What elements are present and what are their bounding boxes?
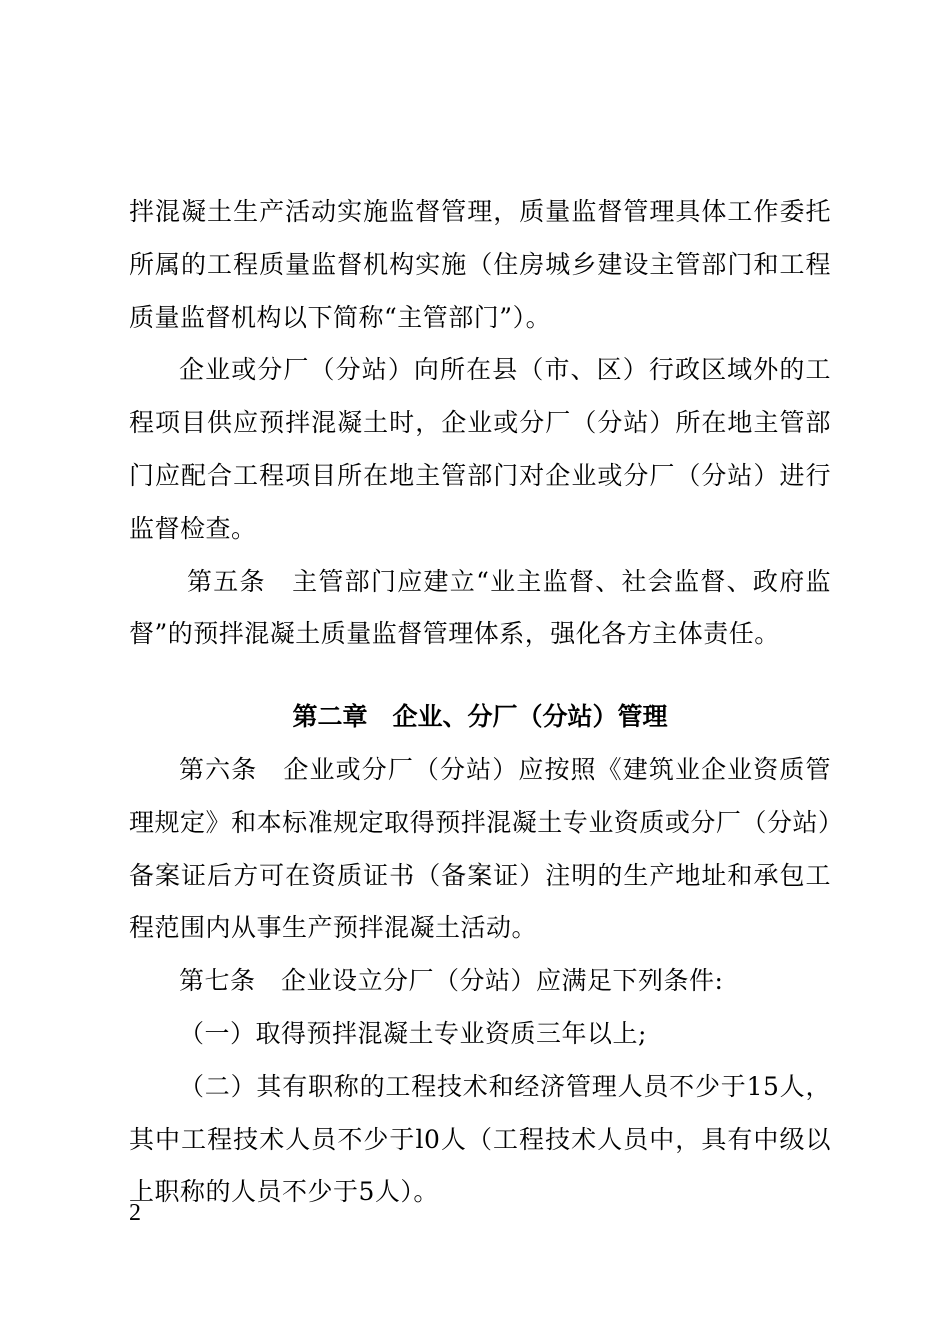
condition-item-1: （一）取得预拌混凝土专业资质三年以上;	[179, 1018, 647, 1048]
document-body	[129, 186, 831, 1219]
condition-item-2: （二）其有职称的工程技术和经济管理人员不少于15人，其中工程技术人员不少于l0人（工程技术人员中，具有中级以上职称的人员不少于5人）。	[129, 1071, 831, 1207]
paragraph-supervision-scope: 企业或分厂（分站）向所在县（市、区）行政区域外的工程项目供应预拌混凝土时，企业或分厂（分站）所在地主管部门应配合工程项目所在地主管部门对企业或分厂（分站）进行监督检查。	[129, 355, 831, 543]
chapter-title: 第二章 企业、分厂（分站）管理	[292, 702, 668, 732]
page-number: 2	[129, 1200, 141, 1226]
article-5: 第五条 主管部门应建立“业主监督、社会监督、政府监督”的预拌混凝土质量监督管理体系，强化各方主体责任。	[129, 566, 831, 649]
paragraph-continuation: 拌混凝土生产活动实施监督管理，质量监督管理具体工作委托所属的工程质量监督机构实施（住房城乡建设主管部门和工程质量监督机构以下简称“主管部门”）。	[129, 197, 831, 332]
article-7: 第七条 企业设立分厂（分站）应满足下列条件:	[179, 966, 724, 996]
article-6: 第六条 企业或分厂（分站）应按照《建筑业企业资质管理规定》和本标准规定取得预拌混凝土专业资质或分厂（分站）备案证后方可在资质证书（备案证）注明的生产地址和承包工程范围内从事生产预拌混凝土活动。	[129, 754, 831, 943]
